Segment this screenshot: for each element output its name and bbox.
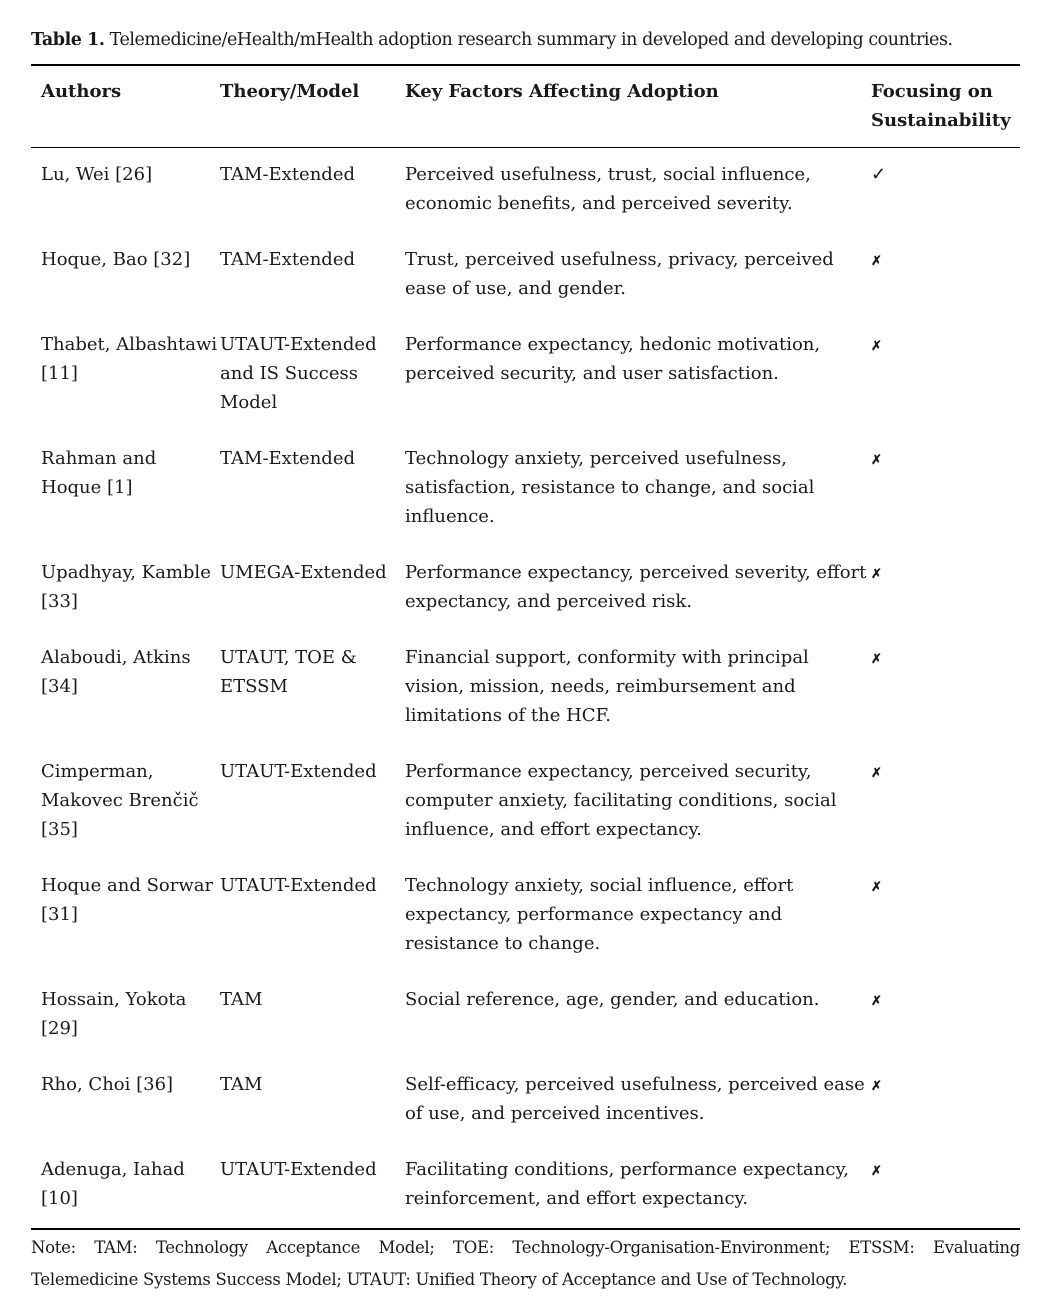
cross-icon: ✗: [871, 453, 882, 468]
authors-cell: Alaboudi, Atkins [34]: [41, 647, 191, 697]
cross-icon: ✗: [871, 880, 882, 895]
factors-cell: Performance expectancy, perceived severity, effort expectancy, and perceived risk.: [405, 562, 867, 612]
sustainability-cell: [871, 859, 1020, 973]
factors-cell: Technology anxiety, perceived usefulness, satisfaction, resistance to change, and social influence.: [405, 448, 815, 527]
cross-icon: ✗: [871, 994, 882, 1009]
authors-cell: Lu, Wei [26]: [41, 164, 153, 185]
sustainability-cell: [871, 318, 1020, 432]
table-row: [31, 432, 1020, 546]
authors-cell: Adenuga, Iahad [10]: [41, 1159, 185, 1209]
model-cell: UTAUT-Extended and IS Success Model: [220, 334, 377, 413]
header-authors: Authors: [41, 81, 122, 102]
table-row: [31, 859, 1020, 973]
factors-cell: Self-efficacy, perceived usefulness, perceived ease of use, and perceived incentives.: [405, 1074, 865, 1124]
factors-cell: Trust, perceived usefulness, privacy, perceived ease of use, and gender.: [405, 249, 834, 299]
factors-cell: Performance expectancy, hedonic motivation, perceived security, and user satisfaction.: [405, 334, 821, 384]
model-cell: TAM-Extended: [220, 448, 355, 469]
header-row: [31, 66, 1020, 147]
sustainability-cell: [871, 233, 1020, 318]
authors-cell: Thabet, Albashtawi [11]: [41, 334, 218, 384]
table-row: [31, 148, 1020, 233]
authors-cell: Hoque and Sorwar [31]: [41, 875, 214, 925]
model-cell: TAM: [220, 1074, 263, 1095]
authors-cell: Rho, Choi [36]: [41, 1074, 174, 1095]
table-row: [31, 1058, 1020, 1143]
sustainability-cell: [871, 148, 1020, 233]
cross-icon: ✗: [871, 339, 882, 354]
model-cell: UTAUT, TOE & ETSSM: [220, 647, 357, 697]
cross-icon: ✗: [871, 766, 882, 781]
authors-cell: Rahman and Hoque [1]: [41, 448, 157, 498]
factors-cell: Financial support, conformity with principal vision, mission, needs, reimbursement and limitations of the HCF.: [405, 647, 809, 726]
sustainability-cell: [871, 432, 1020, 546]
table-row: [31, 233, 1020, 318]
cross-icon: ✗: [871, 1079, 882, 1094]
authors-cell: Cimperman, Makovec Brenčič [35]: [41, 761, 199, 840]
cross-icon: ✗: [871, 1164, 882, 1179]
table-row: [31, 745, 1020, 859]
model-cell: UMEGA-Extended: [220, 562, 387, 583]
factors-cell: Technology anxiety, social influence, effort expectancy, performance expectancy and resistance to change.: [405, 875, 794, 954]
table-row: [31, 1143, 1020, 1228]
note-line-2: Telemedicine Systems Success Model; UTAUT: Unified Theory of Acceptance and Use of Technology.: [31, 1270, 848, 1289]
sustainability-cell: [871, 1143, 1020, 1228]
table-row: [31, 631, 1020, 745]
sustainability-cell: [871, 1058, 1020, 1143]
authors-cell: Hoque, Bao [32]: [41, 249, 191, 270]
sustainability-cell: [871, 973, 1020, 1058]
check-icon: ✓: [871, 164, 887, 185]
model-cell: TAM-Extended: [220, 164, 355, 185]
cross-icon: ✗: [871, 652, 882, 667]
table-row: [31, 973, 1020, 1058]
model-cell: TAM: [220, 989, 263, 1010]
adoption-summary-table: [31, 66, 1020, 1228]
caption-text: Telemedicine/eHealth/mHealth adoption research summary in developed and developing countries.: [104, 30, 953, 50]
table-row: [31, 318, 1020, 432]
table-figure: [31, 26, 1020, 1296]
model-cell: UTAUT-Extended: [220, 1159, 377, 1180]
sustainability-cell: [871, 745, 1020, 859]
model-cell: TAM-Extended: [220, 249, 355, 270]
factors-cell: Facilitating conditions, performance expectancy, reinforcement, and effort expectancy.: [405, 1159, 849, 1209]
factors-cell: Performance expectancy, perceived security, computer anxiety, facilitating conditions, social influence, and effort expectancy.: [405, 761, 837, 840]
note-line-1: Note: TAM: Technology Acceptance Model; TOE: Technology-Organisation-Environment; ETSSM: Evaluating: [31, 1238, 1020, 1257]
cross-icon: ✗: [871, 567, 882, 582]
authors-cell: Hossain, Yokota [29]: [41, 989, 187, 1039]
authors-cell: Upadhyay, Kamble [33]: [41, 562, 211, 612]
factors-cell: Social reference, age, gender, and education.: [405, 989, 820, 1010]
table-body: [31, 148, 1020, 1228]
sustainability-cell: [871, 631, 1020, 745]
header-sustainability: Focusing on Sustainability: [871, 81, 1011, 131]
model-cell: UTAUT-Extended: [220, 761, 377, 782]
bottom-rule: [31, 1228, 1020, 1230]
caption-label: Table 1.: [31, 30, 105, 50]
model-cell: UTAUT-Extended: [220, 875, 377, 896]
factors-cell: Perceived usefulness, trust, social influence, economic benefits, and perceived severity.: [405, 164, 811, 214]
header-key-factors: Key Factors Affecting Adoption: [405, 81, 719, 102]
table-caption: [31, 26, 1020, 54]
table-row: [31, 546, 1020, 631]
cross-icon: ✗: [871, 254, 882, 269]
table-note: [31, 1232, 1020, 1296]
header-theory-model: Theory/Model: [220, 81, 360, 102]
sustainability-cell: [871, 546, 1020, 631]
